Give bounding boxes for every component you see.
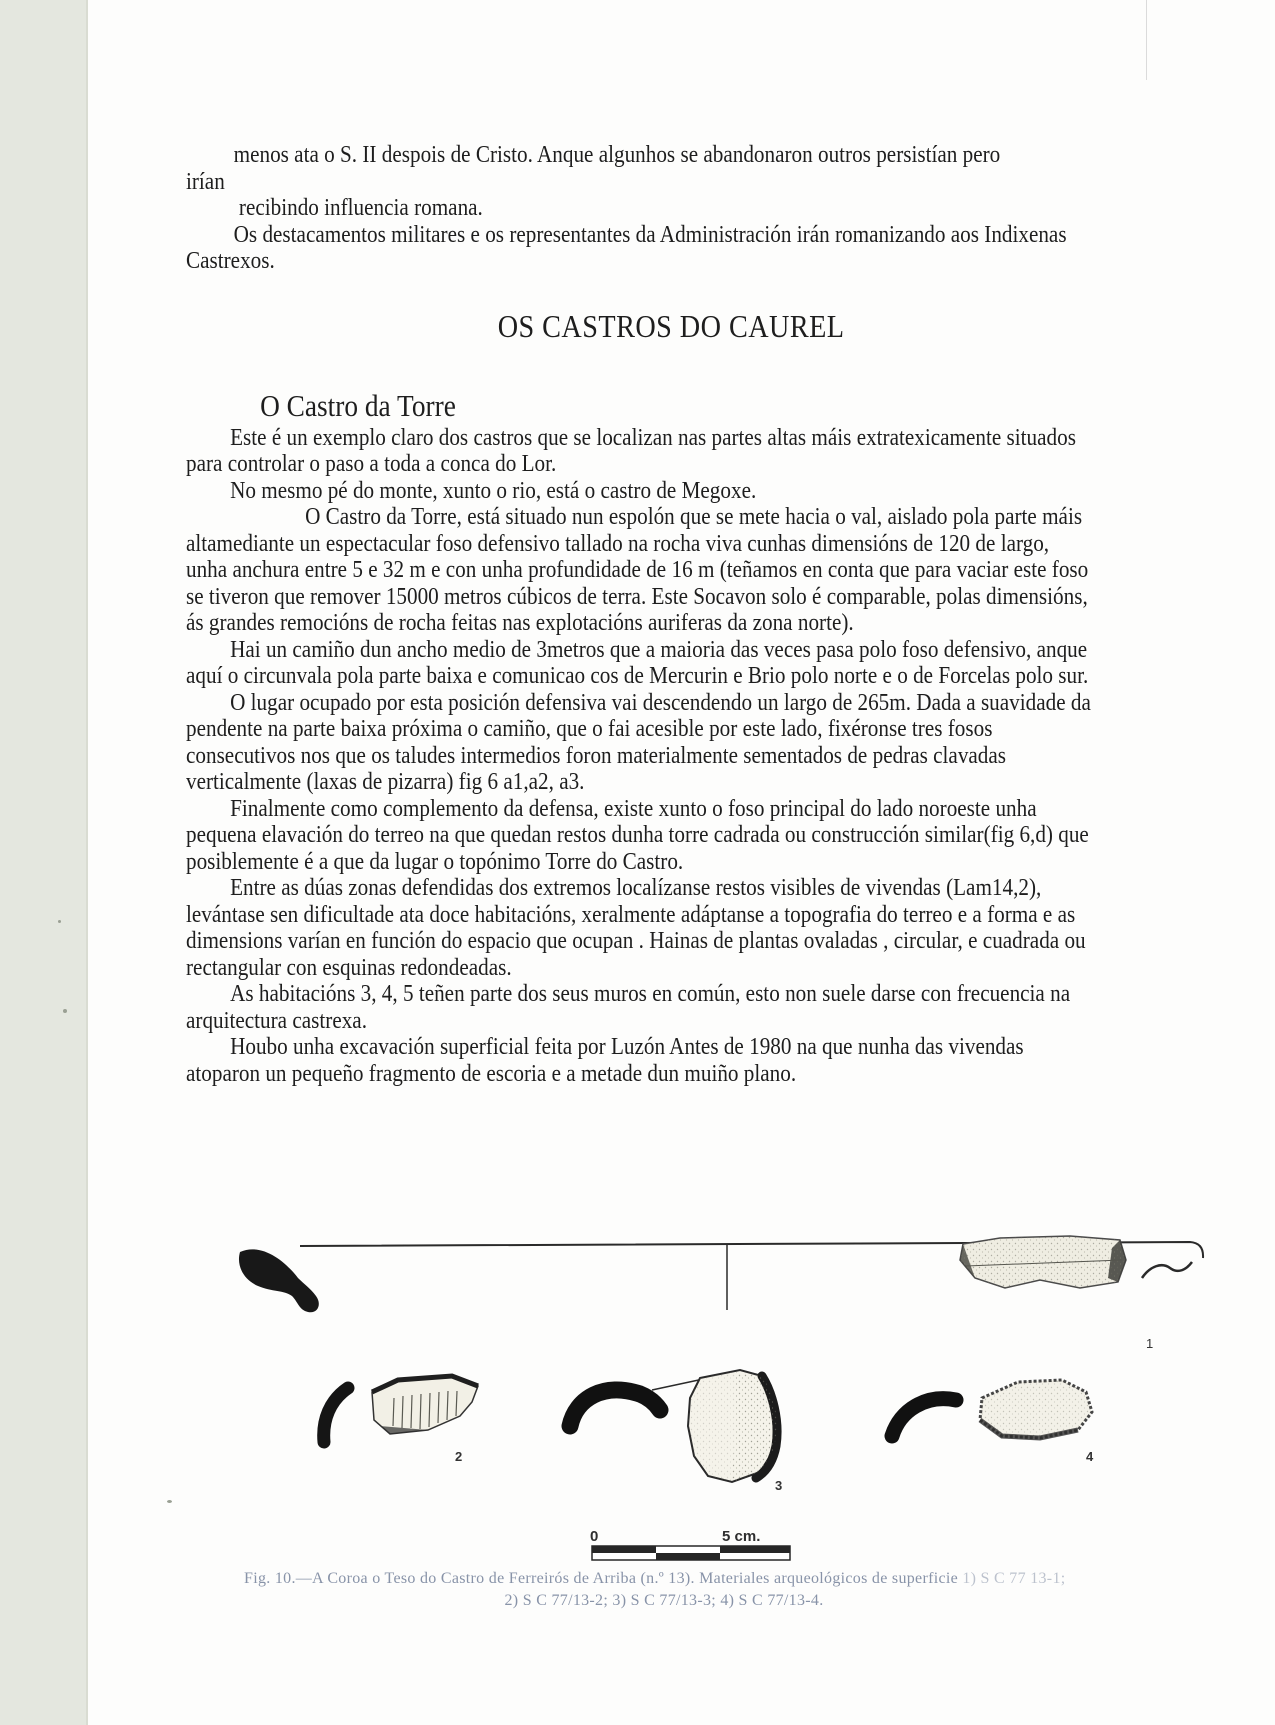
paragraph: Finalmente como complemento da defensa, existe xunto o foso principal do lado noroeste unha pequena elavación do terreo na que quedan restos dunha torre cadrada ou construcción similar(fig 6,d) que posiblemente é a que da lugar o topónimo Torre do Castro. — [186, 795, 1089, 875]
paragraph: No mesmo pé do monte, xunto o rio, está o castro de Megoxe. — [230, 477, 757, 504]
paragraph: recibindo influencia romana. — [238, 195, 483, 221]
figure-item-4 — [892, 1380, 1094, 1464]
caption-text: Fig. 10.—A Coroa o Teso do Castro de Ferreirós de Arriba (n.º 13). Materiales arqueológicos de superficie — [244, 1570, 958, 1587]
paragraph: O Castro da Torre, está situado nun espolón que se mete hacia o val, aislado pola parte máis altamediante un espectacular foso defensivo tallado na rocha viva cunhas dimensións de 120 de largo, unha anchura entre 5 e 32 m e con unha profundidade de 16 m (teñamos en conta que para vaciar este foso se tiveron que remover 15000 metros cúbicos de terra. Este Socavon solo é comparable, polas dimensións, ás grandes remocións de rocha feitas nas explotacións auriferas da zona norte). — [186, 504, 1089, 636]
document-text-column — [186, 0, 1094, 1087]
scan-artifact-line — [1146, 0, 1147, 80]
paragraph: Entre as dúas zonas defendidas dos extremos localízanse restos visibles de vivendas (Lam14,2), levántase sen dificultade ata doce habitacións, xeralmente adáptanse a topografia do terreo e a forma e as dimensions varían en función do espacio que ocupan . Hainas de plantas ovaladas , circular, e cuadrada ou rectangular con esquinas redondeadas. — [186, 875, 1086, 981]
scale-bar — [590, 1528, 790, 1560]
figure-caption-line2: 2) S C 77/13-2; 3) S C 77/13-3; 4) S C 77/13-4. — [504, 1592, 824, 1609]
figure-drawing — [0, 1230, 1275, 1565]
scan-speck — [63, 1009, 67, 1013]
figure-label-2: 2 — [455, 1449, 463, 1464]
scan-speck — [58, 920, 61, 923]
paragraph: Este é un exemplo claro dos castros que se localizan nas partes altas máis extratexicamente situados para controlar o paso a toda a conca do Lor. — [186, 424, 1076, 477]
figure-label-1: 1 — [1146, 1336, 1154, 1351]
pottery-rim-profile — [892, 1399, 956, 1436]
paragraph: O lugar ocupado por esta posición defensiva vai descendendo un largo de 265m. Dada a suavidade da pendente na parte baixa próxima o camiño, que o fai acesible por este lado, fixéronse tres fosos consecutivos nos que os taludes intermedios foron materialmente sementados de pedras clavadas verticalmente (laxas de pizarra) fig 6 a1,a2, a3. — [186, 689, 1091, 795]
scale-end-label: 5 cm. — [722, 1528, 761, 1545]
pottery-rim-profile — [324, 1388, 348, 1442]
section-heading: O Castro da Torre — [260, 387, 456, 423]
figure-item-2 — [324, 1376, 478, 1464]
figure-item-3 — [570, 1370, 782, 1493]
paragraph: Os destacamentos militares e os representantes da Administración irán romanizando aos Indixenas Castrexos. — [186, 221, 1067, 274]
pottery-rim-profile — [570, 1390, 660, 1426]
figure-label-4: 4 — [1086, 1449, 1094, 1464]
paragraph: Hai un camiño dun ancho medio de 3metros que a maioria das veces pasa polo foso defensivo, anque aquí o circunvala pola parte baixa e comunicao cos de Mercurin e Brio polo norte e o de Forcelas polo sur. — [186, 636, 1089, 689]
figure-item-1 — [239, 1236, 1203, 1351]
figure-label-3: 3 — [775, 1478, 783, 1493]
page-title: OS CASTROS DO CAUREL — [497, 307, 845, 344]
paragraph: irían — [186, 168, 225, 195]
paragraph: As habitacións 3, 4, 5 teñen parte dos seus muros en común, esto non suele darse con frecuencia na arquitectura castrexa. — [186, 981, 1071, 1034]
figure-caption-line1 — [244, 1566, 1084, 1592]
scale-zero-label: 0 — [590, 1528, 599, 1545]
pottery-rim-profile — [239, 1249, 319, 1312]
caption-text-faded: 1) S C 77 13-1; — [962, 1570, 1066, 1587]
paragraph: menos ata o S. II despois de Cristo. Anque algunhos se abandonaron outros persistían pero — [233, 142, 1001, 168]
paragraph: Houbo unha excavación superficial feita por Luzón Antes de 1980 na que nunha das vivendas atoparon un pequeño fragmento de escoria e a metade dun muiño plano. — [186, 1034, 1024, 1087]
